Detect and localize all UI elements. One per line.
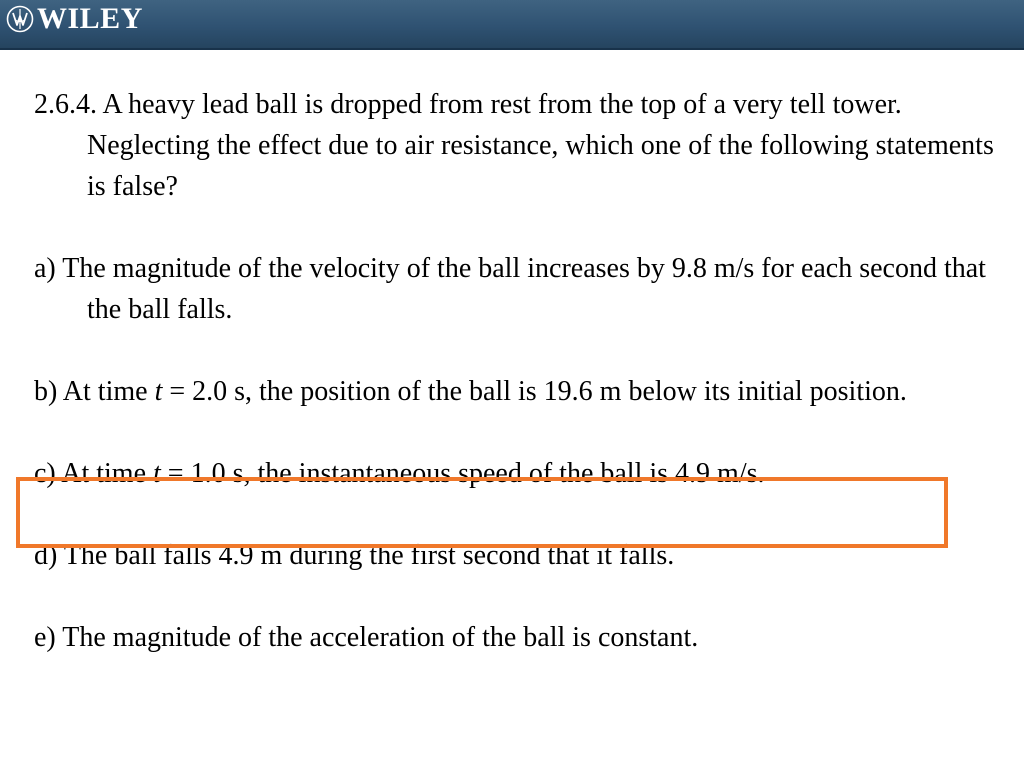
option-text-after: = 2.0 s, the position of the ball is 19.6 m below its initial position. xyxy=(162,376,907,407)
option-variable: t xyxy=(153,458,161,489)
wiley-logo xyxy=(6,4,143,34)
option-text: The magnitude of the acceleration of the ball is constant. xyxy=(62,622,699,653)
option-letter: c) xyxy=(34,458,56,489)
question-text: 2.6.4. A heavy lead ball is dropped from rest from the top of a very tell tower. Neglecting the effect due to air resistance, which one of the following statements is false? xyxy=(34,89,994,202)
option-e xyxy=(34,617,1009,658)
option-variable: t xyxy=(154,376,163,407)
option-text-before: At time xyxy=(62,376,155,407)
option-letter: e) xyxy=(34,622,56,653)
wiley-emblem-icon xyxy=(6,5,34,33)
answer-highlight-box xyxy=(16,477,948,548)
option-a xyxy=(34,248,1009,330)
option-b xyxy=(34,371,1009,412)
option-letter: a) xyxy=(34,253,56,284)
option-text: The ball falls 4.9 m during the first second that it falls. xyxy=(63,540,675,571)
slide-content xyxy=(34,84,1009,658)
option-letter: b) xyxy=(34,376,58,407)
header-bar xyxy=(0,0,1024,50)
option-text: The magnitude of the velocity of the ball increases by 9.8 m/s for each second that the ball falls. xyxy=(62,253,986,325)
option-text-after: = 1.0 s, the instantaneous speed of the ball is 4.9 m/s. xyxy=(160,458,765,489)
logo-text: WILEY xyxy=(37,2,143,35)
option-text-before: At time xyxy=(61,458,153,489)
option-letter: d) xyxy=(34,540,58,571)
